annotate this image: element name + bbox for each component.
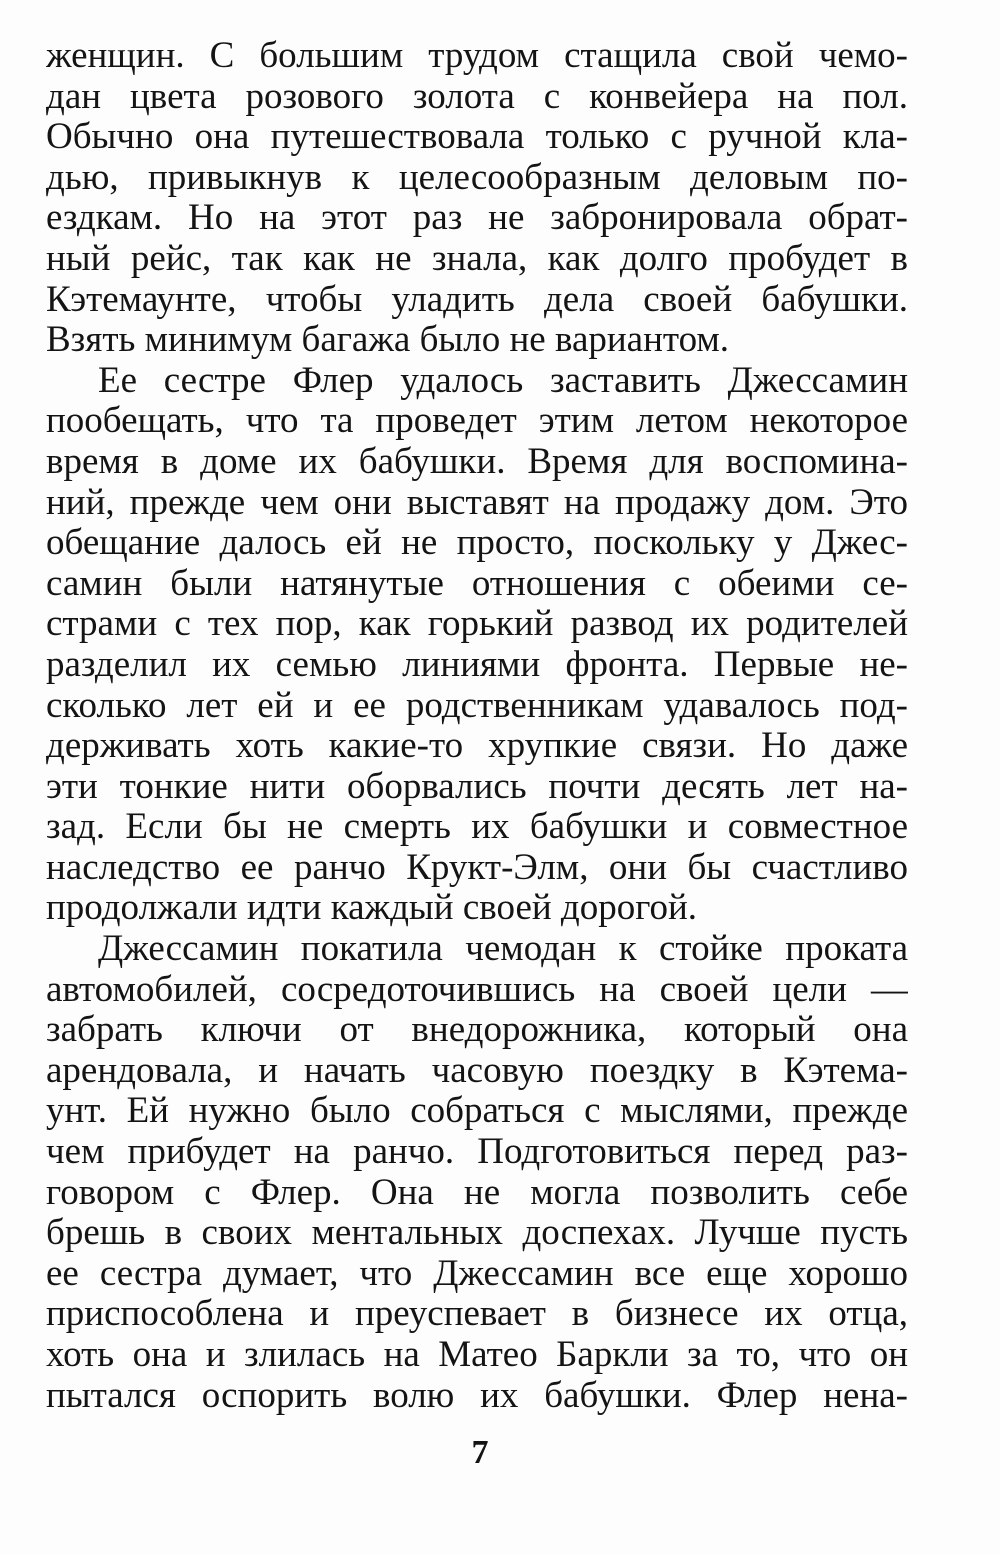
text-line: пытался оспорить волю их бабушки. Флер нена-: [46, 1375, 908, 1416]
paragraph-end-line: Взять минимум багажа было не вариантом.: [46, 320, 730, 361]
text-line: чем прибудет на ранчо. Подготовиться перед раз-: [46, 1132, 908, 1173]
text-line: время в доме их бабушки. Время для воспомина-: [46, 441, 908, 482]
page-number: 7: [471, 1434, 489, 1471]
text-line: Обычно она путешествовала только с ручной кла-: [46, 117, 908, 158]
text-line: наследство ее ранчо Крукт-Элм, они бы счастливо: [46, 847, 908, 888]
text-line: пообещать, что та проведет этим летом некоторое: [46, 401, 908, 442]
text-line: ездкам. Но на этот раз не забронировала обрат-: [46, 198, 908, 239]
body-text: [46, 36, 908, 1416]
text-line: Кэтемаунте, чтобы уладить дела своей бабушки.: [46, 279, 908, 320]
text-line: арендовала, и начать часовую поездку в Кэтема-: [46, 1050, 908, 1091]
text-line: самин были натянутые отношения с обеими се-: [46, 563, 908, 604]
text-line: женщин. С большим трудом стащила свой чемо-: [46, 36, 908, 76]
paragraph-first-line: Джессамин покатила чемодан к стойке проката: [98, 929, 908, 970]
text-line: ный рейс, так как не знала, как долго пробудет в: [46, 238, 908, 279]
text-line: брешь в своих ментальных доспехах. Лучше пусть: [46, 1213, 908, 1254]
text-line: говором с Флер. Она не могла позволить себе: [46, 1172, 908, 1213]
text-line: эти тонкие нити оборвались почти десять лет на-: [46, 766, 908, 807]
text-line: дью, привыкнув к целесообразным деловым по-: [46, 157, 908, 198]
text-line: дан цвета розового золота с конвейера на пол.: [46, 76, 908, 117]
text-line: унт. Ей нужно было собраться с мыслями, прежде: [46, 1091, 908, 1132]
text-line: приспособлена и преуспевает в бизнесе их отца,: [46, 1294, 908, 1335]
text-line: ее сестра думает, что Джессамин все еще хорошо: [46, 1253, 908, 1294]
text-line: ний, прежде чем они выставят на продажу дом. Это: [46, 482, 908, 523]
paragraph-end-line: продолжали идти каждый своей дорогой.: [46, 888, 698, 929]
text-line: обещание далось ей не просто, поскольку у Джес-: [46, 523, 908, 564]
text-line: разделил их семью линиями фронта. Первые не-: [46, 644, 908, 685]
text-line: забрать ключи от внедорожника, который она: [46, 1010, 908, 1051]
paragraph-first-line: Ее сестре Флер удалось заставить Джессамин: [98, 360, 908, 401]
text-line: зад. Если бы не смерть их бабушки и совместное: [46, 807, 908, 848]
text-line: хоть она и злилась на Матео Баркли за то, что он: [46, 1335, 908, 1375]
text-line: сколько лет ей и ее родственникам удавалось под-: [46, 685, 908, 726]
text-line: автомобилей, сосредоточившись на своей цели —: [46, 969, 908, 1010]
text-line: страми с тех пор, как горький развод их родителей: [46, 604, 908, 645]
text-line: держивать хоть какие-то хрупкие связи. Но даже: [46, 726, 908, 767]
